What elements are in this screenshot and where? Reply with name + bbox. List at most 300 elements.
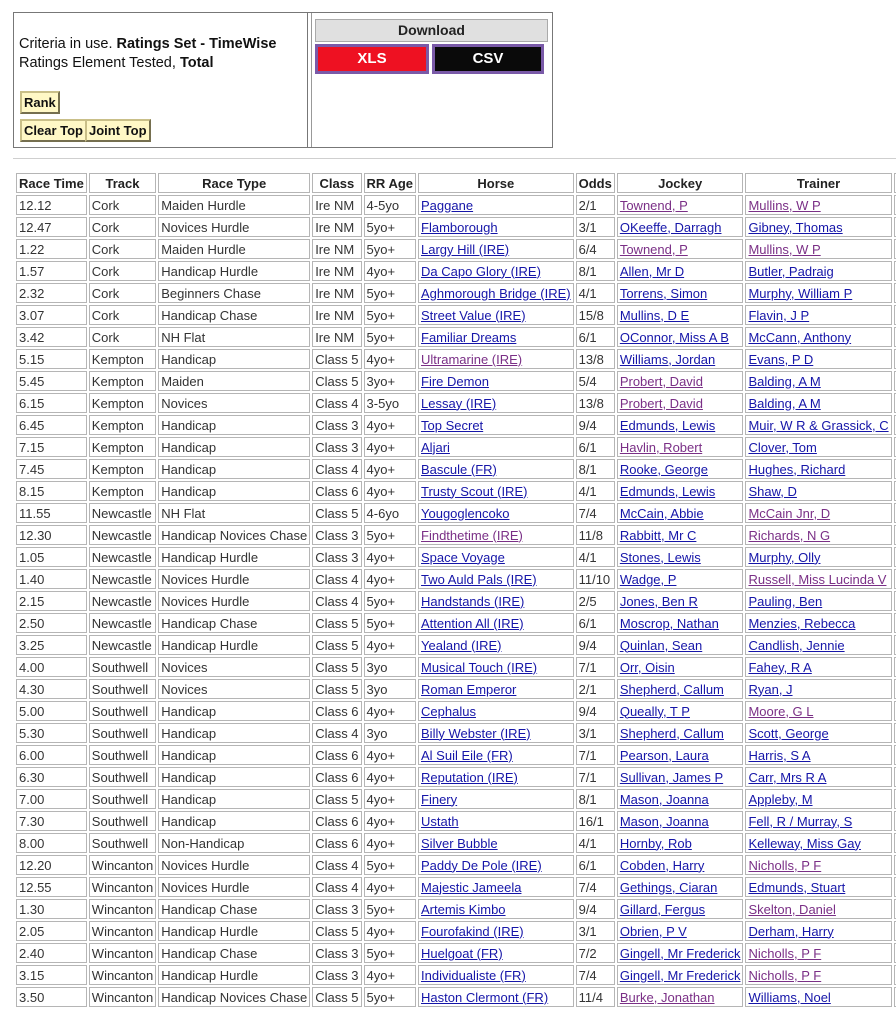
race-time-cell: 3.25 <box>16 635 87 655</box>
horse-link[interactable]: Flamborough <box>421 219 498 235</box>
odds-cell: 7/4 <box>576 877 615 897</box>
trainer-link[interactable]: Nicholls, P F <box>748 967 822 983</box>
rr-age-cell: 4yo+ <box>364 767 416 787</box>
horse-link[interactable]: Haston Clermont (FR) <box>421 989 549 1005</box>
rr-age-cell: 5yo+ <box>364 855 416 875</box>
jockey-link[interactable]: Stones, Lewis <box>619 549 701 565</box>
jockey-cell <box>617 217 744 237</box>
jockey-link[interactable]: Shepherd, Callum <box>619 681 724 697</box>
jockey-cell <box>617 965 744 985</box>
header-class[interactable]: Class <box>312 173 361 193</box>
trainer-link[interactable]: Kelleway, Miss Gay <box>748 835 861 851</box>
trainer-link[interactable]: Appleby, M <box>748 791 813 807</box>
trainer-link[interactable]: Candlish, Jennie <box>748 637 845 653</box>
jockey-link[interactable]: Jones, Ben R <box>619 593 698 609</box>
ratings-set-label: Ratings Set - TimeWise <box>116 36 277 52</box>
jockey-link[interactable]: Torrens, Simon <box>619 285 708 301</box>
race-time-cell: 7.00 <box>16 789 87 809</box>
horse-link[interactable]: Finery <box>421 791 458 807</box>
odds-cell: 8/1 <box>576 459 615 479</box>
class-cell: Class 5 <box>312 679 361 699</box>
trainer-link[interactable]: Carr, Mrs R A <box>748 769 827 785</box>
trainer-cell <box>745 393 891 413</box>
trainer-link[interactable]: Mullins, W P <box>748 241 821 257</box>
header-odds[interactable]: Odds <box>576 173 615 193</box>
trainer-link[interactable]: Russell, Miss Lucinda V <box>748 571 887 587</box>
trainer-link[interactable]: McCain Jnr, D <box>748 505 831 521</box>
criteria-prefix: Criteria in use. <box>19 36 113 52</box>
horse-link[interactable]: Attention All (IRE) <box>421 615 524 631</box>
odds-cell: 3/1 <box>576 921 615 941</box>
jockey-link[interactable]: Shepherd, Callum <box>619 725 724 741</box>
horse-link[interactable]: Da Capo Glory (IRE) <box>421 263 541 279</box>
trainer-cell <box>745 239 891 259</box>
horse-link[interactable]: Paggane <box>421 197 474 213</box>
race-type-cell: Handicap <box>158 459 310 479</box>
trainer-link[interactable]: Moore, G L <box>748 703 814 719</box>
trainer-link[interactable]: Fell, R / Murray, S <box>748 813 853 829</box>
jockey-cell <box>617 767 744 787</box>
trainer-link[interactable]: Balding, A M <box>748 373 821 389</box>
table-row <box>16 349 896 369</box>
odds-cell: 2/1 <box>576 195 615 215</box>
horse-link[interactable]: Majestic Jameela <box>421 879 522 895</box>
track-cell: Wincanton <box>89 965 156 985</box>
horse-link[interactable]: Ustath <box>421 813 459 829</box>
track-cell: Cork <box>89 327 156 347</box>
trainer-link[interactable]: Nicholls, P F <box>748 857 822 873</box>
horse-cell <box>418 415 574 435</box>
trainer-link[interactable]: Derham, Harry <box>748 923 834 939</box>
table-row <box>16 327 896 347</box>
odds-cell: 6/1 <box>576 437 615 457</box>
jockey-link[interactable]: Townend, P <box>619 197 688 213</box>
track-cell: Wincanton <box>89 899 156 919</box>
jockey-link[interactable]: Cobden, Harry <box>619 857 705 873</box>
class-cell: Class 4 <box>312 877 361 897</box>
jockey-link[interactable]: OKeeffe, Darragh <box>619 219 722 235</box>
trainer-cell <box>745 965 891 985</box>
odds-cell: 11/8 <box>576 525 615 545</box>
race-time-cell: 11.55 <box>16 503 87 523</box>
race-time-cell: 6.45 <box>16 415 87 435</box>
horse-link[interactable]: Individualiste (FR) <box>421 967 526 983</box>
race-type-cell: Novices Hurdle <box>158 855 310 875</box>
table-row <box>16 921 896 941</box>
track-cell: Southwell <box>89 833 156 853</box>
jockey-link[interactable]: Mason, Joanna <box>619 791 709 807</box>
horse-link[interactable]: Handstands (IRE) <box>421 593 525 609</box>
header-race-type[interactable]: Race Type <box>158 173 310 193</box>
horse-link[interactable]: Fire Demon <box>421 373 489 389</box>
horse-cell <box>418 987 574 1007</box>
rr-age-cell: 3yo <box>364 679 416 699</box>
trainer-link[interactable]: Balding, A M <box>748 395 821 411</box>
race-time-cell: 12.47 <box>16 217 87 237</box>
trainer-cell <box>745 195 891 215</box>
track-cell: Kempton <box>89 393 156 413</box>
trainer-cell <box>745 283 891 303</box>
table-row <box>16 503 896 523</box>
class-cell: Class 5 <box>312 635 361 655</box>
horse-cell <box>418 283 574 303</box>
trainer-link[interactable]: Williams, Noel <box>748 989 831 1005</box>
horse-link[interactable]: Street Value (IRE) <box>421 307 526 323</box>
trainer-link[interactable]: Pauling, Ben <box>748 593 823 609</box>
race-type-cell: Handicap Novices Chase <box>158 987 310 1007</box>
trainer-cell <box>745 459 891 479</box>
odds-cell: 2/1 <box>576 679 615 699</box>
horse-link[interactable]: Huelgoat (FR) <box>421 945 503 961</box>
trainer-link[interactable]: Murphy, Olly <box>748 549 821 565</box>
trainer-cell <box>745 745 891 765</box>
jockey-link[interactable]: Gingell, Mr Frederick <box>619 967 741 983</box>
odds-cell: 13/8 <box>576 393 615 413</box>
race-type-cell: Handicap <box>158 481 310 501</box>
trainer-cell <box>745 503 891 523</box>
jockey-cell <box>617 547 744 567</box>
trainer-cell <box>745 855 891 875</box>
jockey-link[interactable]: Burke, Jonathan <box>619 989 715 1005</box>
trainer-link[interactable]: Muir, W R & Grassick, C <box>748 417 889 433</box>
horse-cell <box>418 569 574 589</box>
trainer-link[interactable]: Skelton, Daniel <box>748 901 836 917</box>
trainer-cell <box>745 415 891 435</box>
jockey-link[interactable]: Mullins, D E <box>619 307 690 323</box>
table-row <box>16 811 896 831</box>
section-divider <box>13 158 896 159</box>
class-cell: Class 6 <box>312 833 361 853</box>
table-row <box>16 987 896 1007</box>
csv-download-button[interactable]: CSV <box>432 44 544 74</box>
horse-link[interactable]: Musical Touch (IRE) <box>421 659 538 675</box>
trainer-link[interactable]: Flavin, J P <box>748 307 810 323</box>
table-row <box>16 635 896 655</box>
jockey-link[interactable]: Havlin, Robert <box>619 439 703 455</box>
trainer-link[interactable]: Butler, Padraig <box>748 263 834 279</box>
clear-top-button[interactable]: Clear Top <box>20 119 87 142</box>
class-cell: Class 5 <box>312 987 361 1007</box>
jockey-link[interactable]: Gingell, Mr Frederick <box>619 945 741 961</box>
class-cell: Class 6 <box>312 701 361 721</box>
race-type-cell: Handicap Hurdle <box>158 547 310 567</box>
trainer-link[interactable]: Menzies, Rebecca <box>748 615 856 631</box>
horse-cell <box>418 855 574 875</box>
horse-cell <box>418 481 574 501</box>
track-cell: Newcastle <box>89 547 156 567</box>
class-cell: Ire NM <box>312 327 361 347</box>
jockey-link[interactable]: Gethings, Ciaran <box>619 879 718 895</box>
trainer-link[interactable]: Nicholls, P F <box>748 945 822 961</box>
table-row <box>16 371 896 391</box>
table-row <box>16 679 896 699</box>
jockey-cell <box>617 833 744 853</box>
rr-age-cell: 4-5yo <box>364 195 416 215</box>
jockey-link[interactable]: Hornby, Rob <box>619 835 692 851</box>
header-rr-age[interactable]: RR Age <box>364 173 416 193</box>
horse-link[interactable]: Artemis Kimbo <box>421 901 506 917</box>
header-race-time[interactable]: Race Time <box>16 173 87 193</box>
trainer-link[interactable]: Hughes, Richard <box>748 461 846 477</box>
class-cell: Class 4 <box>312 855 361 875</box>
jockey-link[interactable]: Wadge, P <box>619 571 677 587</box>
race-type-cell: Handicap Hurdle <box>158 921 310 941</box>
horse-cell <box>418 327 574 347</box>
race-time-cell: 3.50 <box>16 987 87 1007</box>
race-type-cell: Handicap Hurdle <box>158 261 310 281</box>
race-type-cell: Novices <box>158 679 310 699</box>
trainer-link[interactable]: Richards, N G <box>748 527 831 543</box>
race-type-cell: Novices <box>158 657 310 677</box>
trainer-link[interactable]: Clover, Tom <box>748 439 817 455</box>
horse-cell <box>418 877 574 897</box>
race-type-cell: Handicap <box>158 723 310 743</box>
race-time-cell: 3.15 <box>16 965 87 985</box>
race-type-cell: Novices Hurdle <box>158 569 310 589</box>
trainer-cell <box>745 811 891 831</box>
jockey-cell <box>617 459 744 479</box>
horse-link[interactable]: Lessay (IRE) <box>421 395 497 411</box>
trainer-cell <box>745 789 891 809</box>
jockey-link[interactable]: Orr, Oisin <box>619 659 675 675</box>
trainer-cell <box>745 371 891 391</box>
horse-cell <box>418 921 574 941</box>
jockey-link[interactable]: Allen, Mr D <box>619 263 685 279</box>
horse-link[interactable]: Paddy De Pole (IRE) <box>421 857 542 873</box>
race-time-cell: 2.32 <box>16 283 87 303</box>
jockey-cell <box>617 855 744 875</box>
trainer-cell <box>745 591 891 611</box>
horse-link[interactable]: Silver Bubble <box>421 835 498 851</box>
jockey-link[interactable]: Rabbitt, Mr C <box>619 527 697 543</box>
trainer-cell <box>745 327 891 347</box>
rr-age-cell: 3yo <box>364 657 416 677</box>
table-row <box>16 899 896 919</box>
trainer-link[interactable]: McCann, Anthony <box>748 329 852 345</box>
jockey-link[interactable]: Gillard, Fergus <box>619 901 706 917</box>
class-cell: Class 3 <box>312 547 361 567</box>
class-cell: Class 4 <box>312 569 361 589</box>
jockey-cell <box>617 921 744 941</box>
horse-link[interactable]: Roman Emperor <box>421 681 517 697</box>
horse-link[interactable]: Findthetime (IRE) <box>421 527 523 543</box>
jockey-link[interactable]: Townend, P <box>619 241 688 257</box>
race-type-cell: Handicap Chase <box>158 899 310 919</box>
horse-link[interactable]: Two Auld Pals (IRE) <box>421 571 537 587</box>
odds-cell: 16/1 <box>576 811 615 831</box>
track-cell: Kempton <box>89 349 156 369</box>
table-row <box>16 283 896 303</box>
table-row <box>16 723 896 743</box>
table-row <box>16 393 896 413</box>
trainer-cell <box>745 261 891 281</box>
horse-cell <box>418 789 574 809</box>
jockey-link[interactable]: Probert, David <box>619 373 703 389</box>
odds-cell: 11/4 <box>576 987 615 1007</box>
ratings-element-label: Total <box>179 55 214 71</box>
jockey-link[interactable]: Pearson, Laura <box>619 747 709 763</box>
xls-download-button[interactable]: XLS <box>315 44 429 74</box>
trainer-cell <box>745 217 891 237</box>
jockey-cell <box>617 437 744 457</box>
trainer-link[interactable]: Ryan, J <box>748 681 793 697</box>
horse-link[interactable]: Ultramarine (IRE) <box>421 351 523 367</box>
race-type-cell: Maiden Hurdle <box>158 195 310 215</box>
horse-cell <box>418 613 574 633</box>
rank-button[interactable]: Rank <box>20 91 60 114</box>
race-type-cell: Handicap Novices Chase <box>158 525 310 545</box>
horse-link[interactable]: Yougoglencoko <box>421 505 510 521</box>
odds-cell: 3/1 <box>576 723 615 743</box>
odds-cell: 9/4 <box>576 701 615 721</box>
header-jockey[interactable]: Jockey <box>617 173 744 193</box>
jockey-link[interactable]: Probert, David <box>619 395 703 411</box>
horse-link[interactable]: Largy Hill (IRE) <box>421 241 510 257</box>
horse-cell <box>418 657 574 677</box>
race-type-cell: Handicap Chase <box>158 943 310 963</box>
race-time-cell: 7.45 <box>16 459 87 479</box>
jockey-cell <box>617 195 744 215</box>
jockey-cell <box>617 679 744 699</box>
horse-cell <box>418 547 574 567</box>
jockey-link[interactable]: Obrien, P V <box>619 923 687 939</box>
horse-cell <box>418 679 574 699</box>
rr-age-cell: 4yo+ <box>364 789 416 809</box>
rr-age-cell: 4yo+ <box>364 415 416 435</box>
track-cell: Kempton <box>89 415 156 435</box>
jockey-link[interactable]: Queally, T P <box>619 703 690 719</box>
trainer-link[interactable]: Fahey, R A <box>748 659 812 675</box>
race-time-cell: 6.15 <box>16 393 87 413</box>
rr-age-cell: 4yo+ <box>364 569 416 589</box>
class-cell: Ire NM <box>312 239 361 259</box>
jockey-link[interactable]: Moscrop, Nathan <box>619 615 719 631</box>
odds-cell: 11/10 <box>576 569 615 589</box>
horse-link[interactable]: Aljari <box>421 439 450 455</box>
jockey-link[interactable]: Williams, Jordan <box>619 351 716 367</box>
race-time-cell: 12.20 <box>16 855 87 875</box>
trainer-link[interactable]: Mullins, W P <box>748 197 821 213</box>
rr-age-cell: 5yo+ <box>364 943 416 963</box>
jockey-link[interactable]: Quinlan, Sean <box>619 637 703 653</box>
horse-link[interactable]: Al Suil Eile (FR) <box>421 747 513 763</box>
odds-cell: 9/4 <box>576 899 615 919</box>
odds-cell: 4/1 <box>576 481 615 501</box>
horse-link[interactable]: Cephalus <box>421 703 476 719</box>
horse-cell <box>418 723 574 743</box>
race-time-cell: 12.30 <box>16 525 87 545</box>
jockey-link[interactable]: McCain, Abbie <box>619 505 704 521</box>
class-cell: Ire NM <box>312 305 361 325</box>
horse-link[interactable]: Aghmorough Bridge (IRE) <box>421 285 571 301</box>
horse-link[interactable]: Fourofakind (IRE) <box>421 923 524 939</box>
odds-cell: 4/1 <box>576 547 615 567</box>
trainer-cell <box>745 613 891 633</box>
race-table-body <box>16 195 896 1007</box>
track-cell: Southwell <box>89 701 156 721</box>
rr-age-cell: 4yo+ <box>364 833 416 853</box>
horse-link[interactable]: Top Secret <box>421 417 484 433</box>
odds-cell: 5/4 <box>576 371 615 391</box>
odds-cell: 7/2 <box>576 943 615 963</box>
jockey-cell <box>617 349 744 369</box>
race-type-cell: Handicap <box>158 745 310 765</box>
jockey-link[interactable]: Edmunds, Lewis <box>619 483 716 499</box>
trainer-link[interactable]: Murphy, William P <box>748 285 853 301</box>
header-trainer[interactable]: Trainer <box>745 173 891 193</box>
jockey-cell <box>617 305 744 325</box>
race-time-cell: 3.42 <box>16 327 87 347</box>
race-time-cell: 2.50 <box>16 613 87 633</box>
trainer-cell <box>745 767 891 787</box>
race-type-cell: Novices Hurdle <box>158 591 310 611</box>
odds-cell: 6/1 <box>576 327 615 347</box>
race-time-cell: 1.57 <box>16 261 87 281</box>
class-cell: Ire NM <box>312 283 361 303</box>
rr-age-cell: 4yo+ <box>364 261 416 281</box>
table-row <box>16 613 896 633</box>
table-row <box>16 569 896 589</box>
jockey-cell <box>617 899 744 919</box>
horse-link[interactable]: Bascule (FR) <box>421 461 497 477</box>
trainer-cell <box>745 833 891 853</box>
jockey-link[interactable]: Rooke, George <box>619 461 708 477</box>
horse-link[interactable]: Trusty Scout (IRE) <box>421 483 528 499</box>
rr-age-cell: 4yo+ <box>364 877 416 897</box>
jockey-link[interactable]: Edmunds, Lewis <box>619 417 716 433</box>
horse-cell <box>418 261 574 281</box>
table-row <box>16 525 896 545</box>
horse-link[interactable]: Reputation (IRE) <box>421 769 518 785</box>
class-cell: Class 4 <box>312 459 361 479</box>
odds-cell: 8/1 <box>576 789 615 809</box>
trainer-link[interactable]: Scott, George <box>748 725 829 741</box>
table-row <box>16 591 896 611</box>
odds-cell: 9/4 <box>576 415 615 435</box>
header-horse[interactable]: Horse <box>418 173 574 193</box>
class-cell: Class 3 <box>312 943 361 963</box>
header-track[interactable]: Track <box>89 173 156 193</box>
table-row <box>16 965 896 985</box>
race-time-cell: 5.45 <box>16 371 87 391</box>
trainer-cell <box>745 305 891 325</box>
class-cell: Class 5 <box>312 613 361 633</box>
horse-link[interactable]: Billy Webster (IRE) <box>421 725 531 741</box>
jockey-link[interactable]: Sullivan, James P <box>619 769 724 785</box>
joint-top-button[interactable]: Joint Top <box>85 119 151 142</box>
horse-link[interactable]: Familiar Dreams <box>421 329 517 345</box>
odds-cell: 6/4 <box>576 239 615 259</box>
track-cell: Wincanton <box>89 943 156 963</box>
track-cell: Kempton <box>89 371 156 391</box>
trainer-link[interactable]: Evans, P D <box>748 351 814 367</box>
trainer-link[interactable]: Edmunds, Stuart <box>748 879 846 895</box>
trainer-link[interactable]: Harris, S A <box>748 747 811 763</box>
criteria-panel <box>13 12 553 148</box>
trainer-link[interactable]: Gibney, Thomas <box>748 219 843 235</box>
rr-age-cell: 4yo+ <box>364 965 416 985</box>
jockey-cell <box>617 503 744 523</box>
jockey-link[interactable]: Mason, Joanna <box>619 813 709 829</box>
jockey-link[interactable]: OConnor, Miss A B <box>619 329 729 345</box>
jockey-cell <box>617 283 744 303</box>
track-cell: Southwell <box>89 767 156 787</box>
horse-link[interactable]: Space Voyage <box>421 549 505 565</box>
race-time-cell: 1.05 <box>16 547 87 567</box>
horse-link[interactable]: Yealand (IRE) <box>421 637 502 653</box>
trainer-link[interactable]: Shaw, D <box>748 483 797 499</box>
track-cell: Wincanton <box>89 921 156 941</box>
